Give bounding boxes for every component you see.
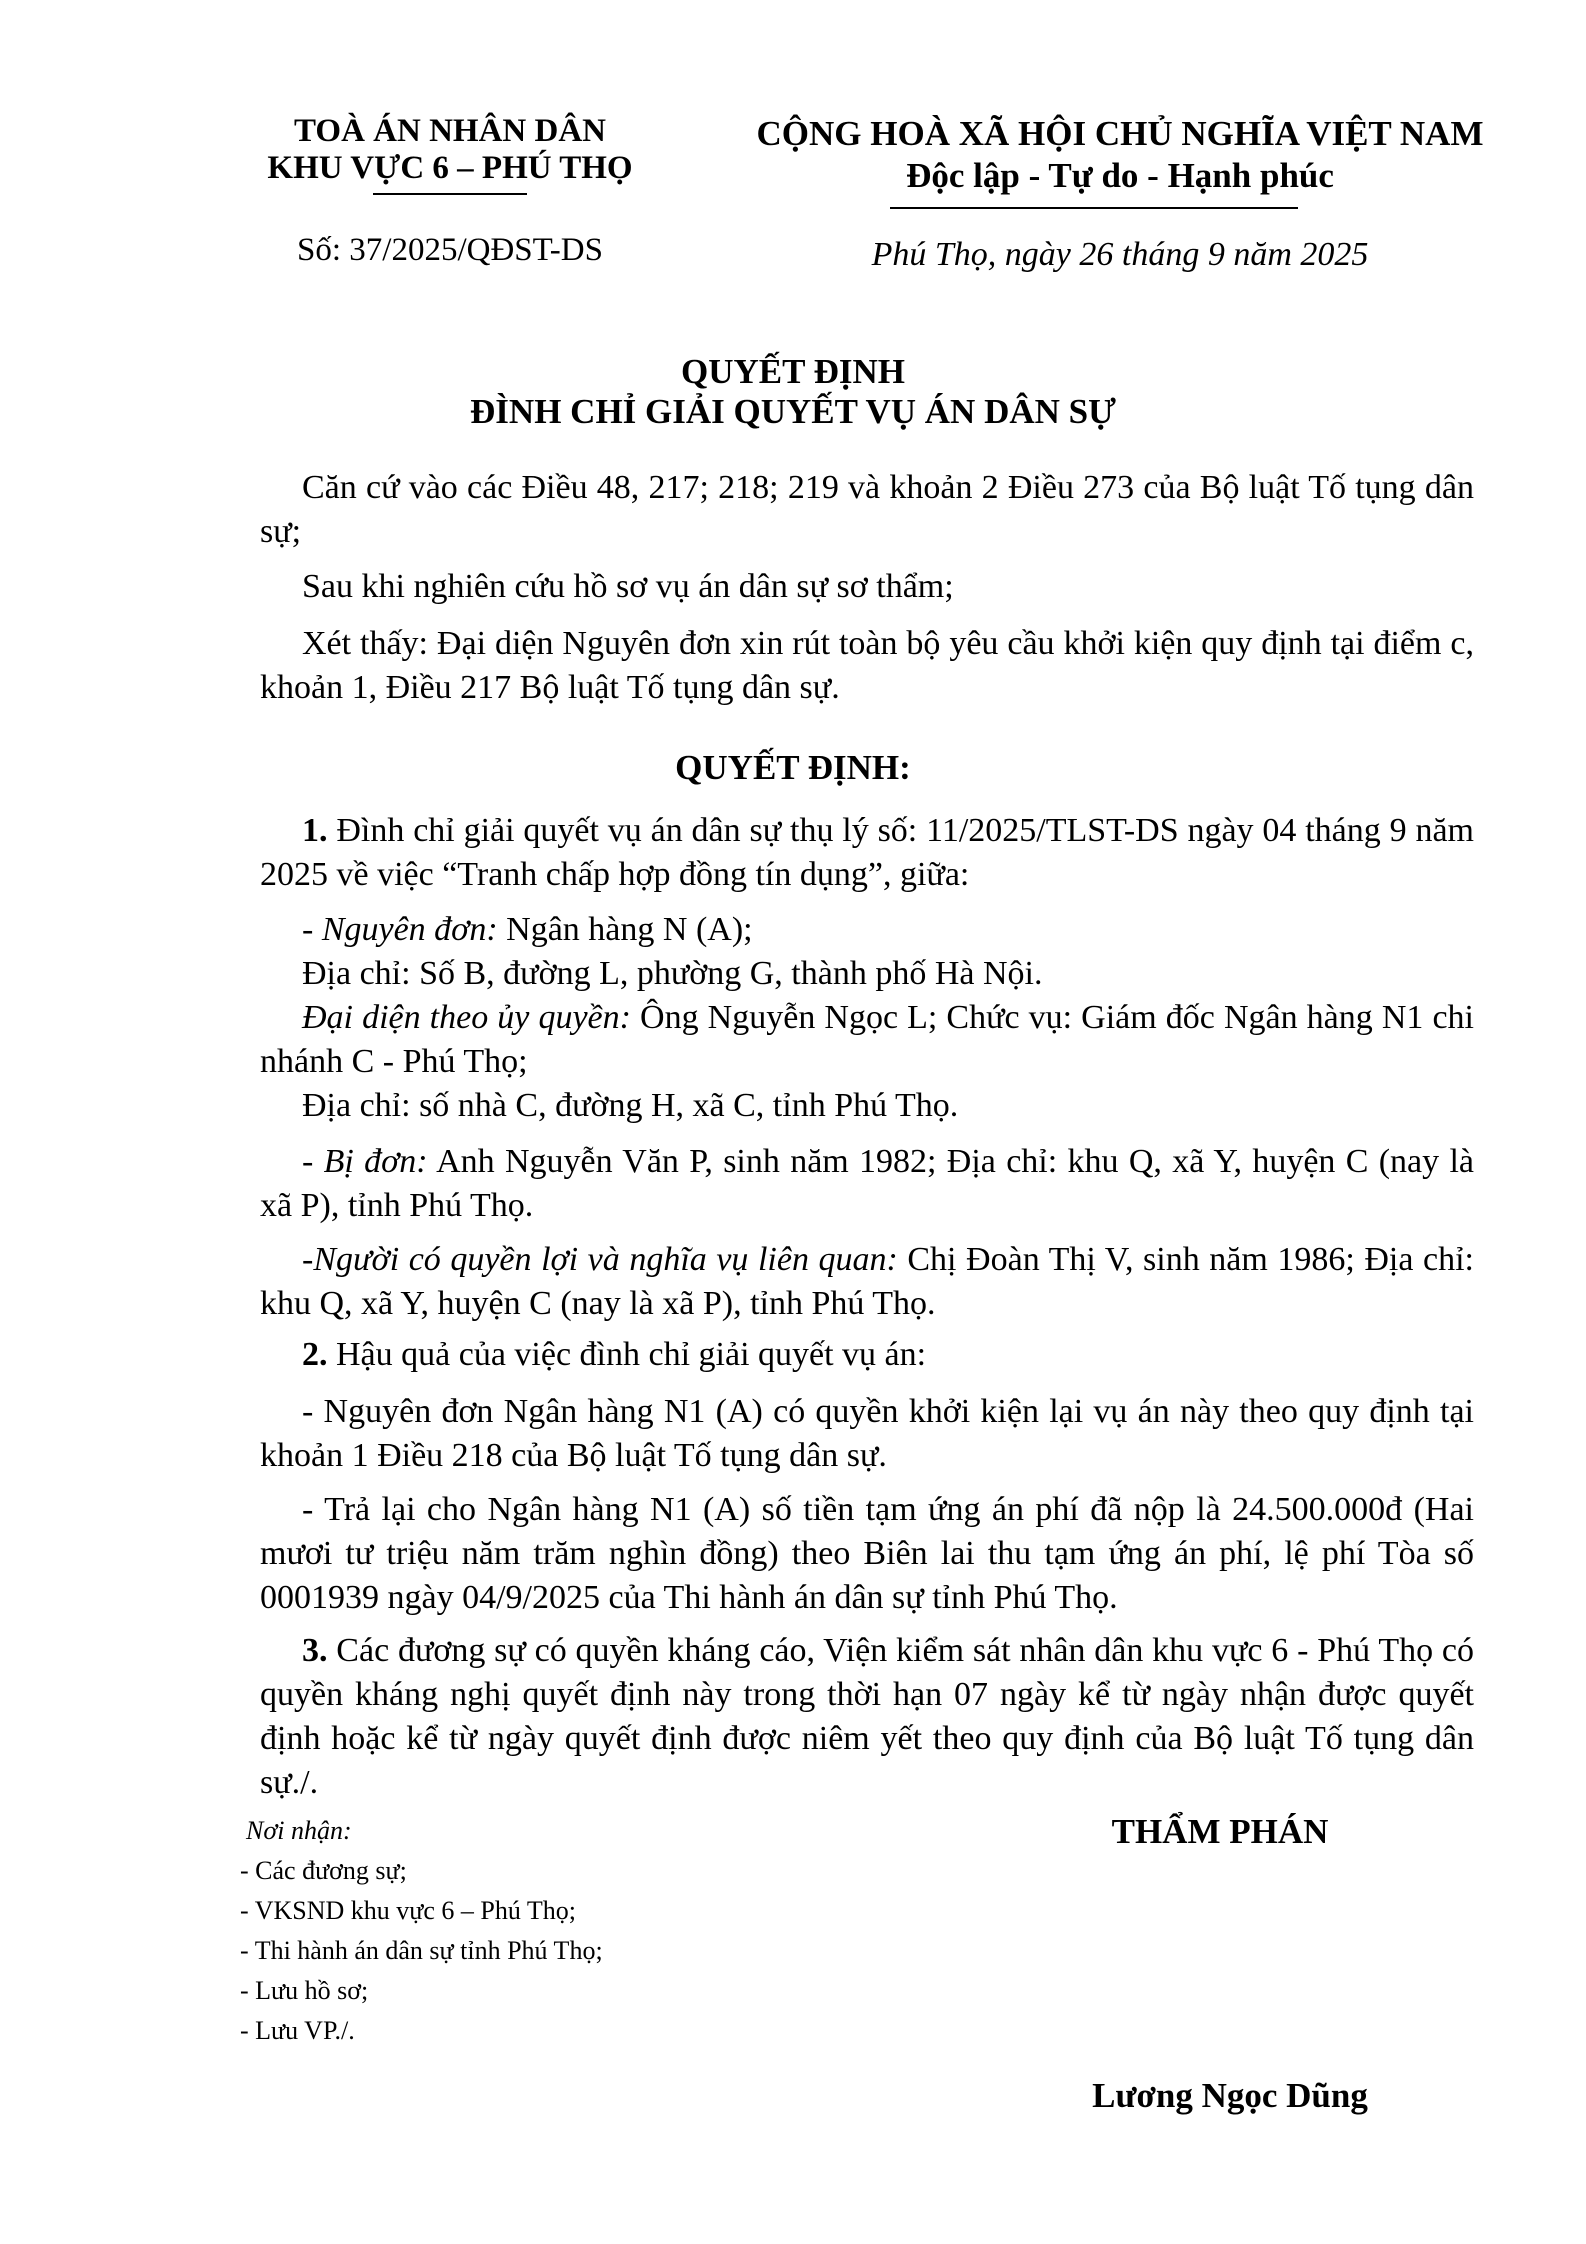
related-party-value: Chị Đoàn Thị V, sinh năm 1986; Địa chỉ: khu Q, xã Y, huyện C (nay là xã P), tỉnh Phú Thọ. bbox=[260, 1241, 1474, 1322]
recipient-item: - Lưu VP./. bbox=[240, 2016, 355, 2045]
legal-basis: Căn cứ vào các Điều 48, 217; 218; 219 và khoản 2 Điều 273 của Bộ luật Tố tụng dân sự; bbox=[260, 469, 1474, 550]
item-2 bbox=[260, 1333, 1474, 1377]
consideration: Xét thấy: Đại diện Nguyên đơn xin rút toàn bộ yêu cầu khởi kiện quy định tại điểm c, khoản 1, Điều 217 Bộ luật Tố tụng dân sự. bbox=[260, 625, 1474, 706]
nation-line1: CỘNG HOÀ XÃ HỘI CHỦ NGHĨA VIỆT NAM bbox=[756, 114, 1484, 153]
review-statement: Sau khi nghiên cứu hồ sơ vụ án dân sự sơ thẩm; bbox=[302, 568, 954, 605]
representative bbox=[260, 996, 1474, 1084]
item-3-text: Các đương sự có quyền kháng cáo, Viện kiểm sát nhân dân khu vực 6 - Phú Thọ có quyền kháng nghị quyết định này trong thời hạn 07 ngày kể từ ngày nhận được quyết định hoặc kể từ ngày quyết định được niêm yết theo quy định của Bộ luật Tố tụng dân sự./. bbox=[260, 1632, 1474, 1801]
item-2-consequence-b: - Trả lại cho Ngân hàng N1 (A) số tiền tạm ứng án phí đã nộp là 24.500.000đ (Hai mươi tư triệu năm trăm nghìn đồng) theo Biên lai thu tạm ứng án phí, lệ phí Tòa số 0001939 ngày 04/9/2025 của Thi hành án dân sự tỉnh Phú Thọ. bbox=[260, 1491, 1474, 1616]
recipients-label: Nơi nhận: bbox=[246, 1816, 352, 1845]
item-2-consequence-a: - Nguyên đơn Ngân hàng N1 (A) có quyền khởi kiện lại vụ án này theo quy định tại khoản 1 Điều 218 của Bộ luật Tố tụng dân sự. bbox=[260, 1393, 1474, 1474]
document-subtitle: ĐÌNH CHỈ GIẢI QUYẾT VỤ ÁN DÂN SỰ bbox=[470, 392, 1116, 431]
related-party-label: -Người có quyền lợi và nghĩa vụ liên quan: bbox=[302, 1241, 898, 1278]
recipient-item: - Thi hành án dân sự tỉnh Phú Thọ; bbox=[240, 1936, 603, 1965]
document-title: QUYẾT ĐỊNH bbox=[681, 352, 905, 391]
recipient-item: - Lưu hồ sơ; bbox=[240, 1976, 369, 2005]
court-underline bbox=[373, 193, 527, 195]
court-name-line1: TOÀ ÁN NHÂN DÂN bbox=[294, 113, 606, 149]
representative-value: Ông Nguyễn Ngọc L; Chức vụ: Giám đốc Ngân hàng N1 chi nhánh C - Phú Thọ; bbox=[260, 999, 1475, 1080]
document-number: Số: 37/2025/QĐST-DS bbox=[297, 232, 603, 268]
plaintiff-value: Ngân hàng N (A); bbox=[497, 911, 753, 948]
plaintiff-label: - Nguyên đơn: bbox=[302, 911, 498, 948]
national-header bbox=[740, 113, 1500, 197]
defendant-value: Anh Nguyễn Văn P, sinh năm 1982; Địa chỉ: khu Q, xã Y, huyện C (nay là xã P), tỉnh Phú Thọ. bbox=[260, 1143, 1474, 1224]
representative-label: Đại diện theo ủy quyền: bbox=[302, 999, 631, 1036]
defendant-label: - Bị đơn: bbox=[302, 1143, 428, 1180]
defendant bbox=[260, 1140, 1474, 1228]
item-3-number: 3. bbox=[302, 1632, 328, 1669]
court-name bbox=[200, 113, 700, 187]
representative-address: Địa chỉ: số nhà C, đường H, xã C, tỉnh Phú Thọ. bbox=[302, 1087, 959, 1124]
recipient-item: - Các đương sự; bbox=[240, 1856, 407, 1885]
item-1-text: Đình chỉ giải quyết vụ án dân sự thụ lý số: 11/2025/TLST-DS ngày 04 tháng 9 năm 2025 về việc “Tranh chấp hợp đồng tín dụng”, giữa: bbox=[260, 812, 1474, 893]
signer-name: Lương Ngọc Dũng bbox=[1092, 2076, 1368, 2115]
recipient-item: - VKSND khu vực 6 – Phú Thọ; bbox=[240, 1896, 576, 1925]
plaintiff bbox=[302, 908, 1474, 952]
item-3 bbox=[260, 1629, 1474, 1805]
decision-heading: QUYẾT ĐỊNH: bbox=[675, 748, 911, 787]
document-date: Phú Thọ, ngày 26 tháng 9 năm 2025 bbox=[871, 236, 1369, 273]
item-2-number: 2. bbox=[302, 1336, 328, 1373]
related-party bbox=[260, 1238, 1474, 1326]
item-2-text: Hậu quả của việc đình chỉ giải quyết vụ án: bbox=[327, 1336, 927, 1373]
signer-title: THẨM PHÁN bbox=[1111, 1812, 1329, 1851]
nation-motto: Độc lập - Tự do - Hạnh phúc bbox=[906, 156, 1334, 195]
plaintiff-address: Địa chỉ: Số B, đường L, phường G, thành phố Hà Nội. bbox=[302, 955, 1043, 992]
item-1 bbox=[260, 809, 1474, 897]
item-1-number: 1. bbox=[302, 812, 328, 849]
court-name-line2: KHU VỰC 6 – PHÚ THỌ bbox=[267, 150, 633, 186]
motto-underline bbox=[890, 207, 1298, 209]
